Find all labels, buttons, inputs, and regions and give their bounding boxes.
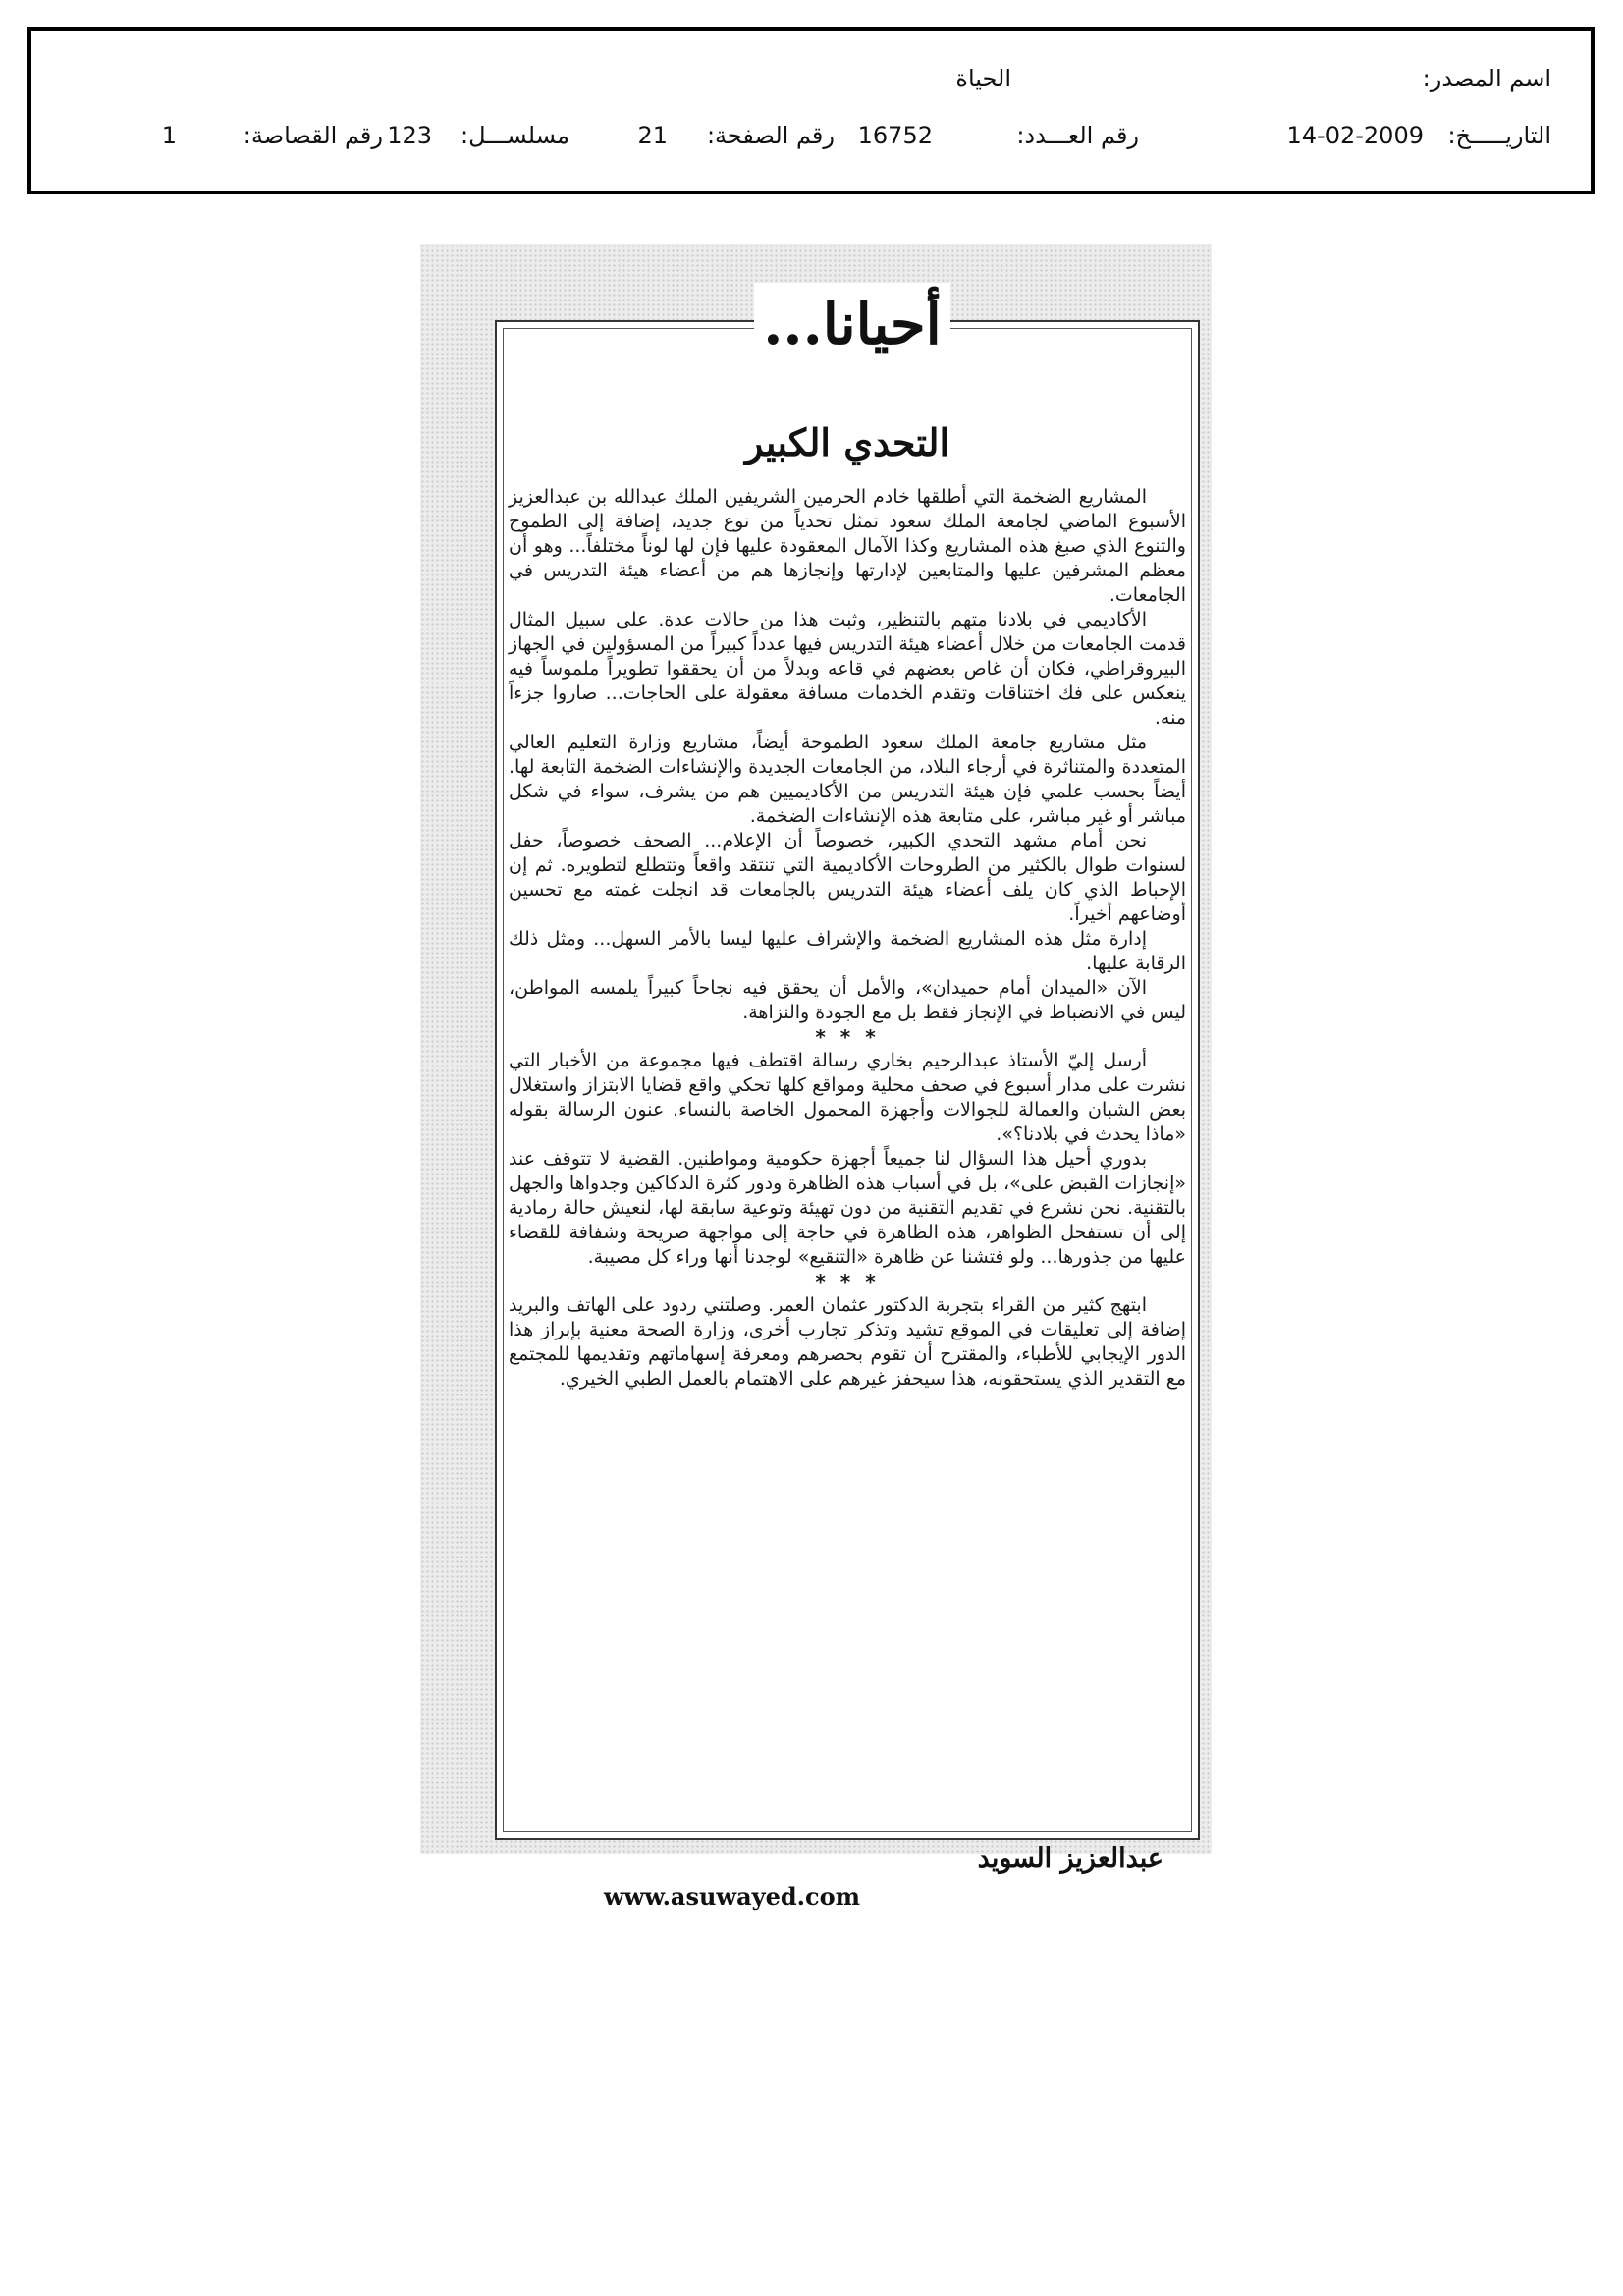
clip-number-value: 1 (161, 122, 177, 149)
article-paragraph: ابتهج كثير من القراء بتجربة الدكتور عثمان العمر. وصلتني ردود على الهاتف والبريد إضافة إلى تعليقات في الموقع تشيد وتذكر تجارب أخرى، وزارة الصحة معنية بإبراز هذا الدور الإيجابي للأطباء، والمقترح أن تقوم بحصرهم ومعرفة إسهاماتهم وتقديمها للمجتمع مع التقدير الذي يستحقونه، هذا سيحفز غيرهم على الاهتمام بالعمل الطبي الخيري. (509, 1294, 1186, 1390)
article-body (509, 485, 1186, 1392)
article-paragraph: بدوري أحيل هذا السؤال لنا جميعاً أجهزة حكومية ومواطنين. القضية لا تتوقف عند «إنجازات القبض على»، بل في أسباب هذه الظاهرة ودور كثرة الدكاكين وجدواها والجهل بالتقنية. نحن نشرع في تقديم التقنية من دون تهيئة وتوعية سابقة لها، لنعيش حالة رمادية إلى أن تستفحل الظواهر، هذه الظاهرة في حاجة إلى مواجهة صريحة وشفافة للقضاء عليها من جذورها... ولو فتشنا عن ظاهرة «التنقيع» لوجدنا أنها وراء كل مصيبة. (509, 1148, 1186, 1268)
column-logo: أحيانا... (754, 283, 950, 365)
issue-label: رقم العـــدد: (1016, 122, 1139, 149)
article-paragraph: أرسل إليّ الأستاذ عبدالرحيم بخاري رسالة اقتطف فيها مجموعة من الأخبار التي نشرت على مدار أسبوع في صحف محلية ومواقع كلها تحكي واقع قضايا الابتزاز واستغلال بعض الشبان والعمالة للجوالات وأجهزة المحمول الخاصة بالنساء. عنون الرسالة بقوله «ماذا يحدث في بلادنا؟». (509, 1050, 1186, 1145)
source-label: اسم المصدر: (1422, 65, 1551, 92)
article-paragraph: المشاريع الضخمة التي أطلقها خادم الحرمين الشريفين الملك عبدالله بن عبدالعزيز الأسبوع الماضي لجامعة الملك سعود تمثل تحدياً من نوع جديد، إضافة إلى الطموح والتنوع الذي صبغ هذه المشاريع وكذا الآمال المعقودة عليها فإن لها لوناً مختلفاً... وهو أن معظم المشرفين عليها والمتابعين لإدارتها وإنجازها هم من أعضاء هيئة التدريس في الجامعات. (509, 486, 1186, 606)
article-paragraph: إدارة مثل هذه المشاريع الضخمة والإشراف عليها ليسا بالأمر السهل... ومثل ذلك الرقابة عليها. (509, 928, 1186, 974)
article-title: التحدي الكبير (744, 420, 950, 465)
date-value: 14-02-2009 (1286, 122, 1424, 149)
author-name: عبدالعزيز السويد (977, 1843, 1163, 1874)
newspaper-clipping (420, 244, 1212, 1911)
serial-value: 123 (387, 122, 432, 149)
author-website: www.asuwayed.com (604, 1883, 861, 1911)
page-label: رقم الصفحة: (706, 122, 835, 149)
issue-value: 16752 (857, 122, 933, 149)
source-value: الحياة (955, 65, 1011, 92)
section-separator: * * * (815, 1270, 880, 1293)
clipping-metadata-box (27, 27, 1595, 194)
article-paragraph: الأكاديمي في بلادنا متهم بالتنظير، وثبت هذا من حالات عدة. على سبيل المثال قدمت الجامعات من خلال أعضاء هيئة التدريس فيها عدداً كبيراً من المسؤولين في الجهاز البيروقراطي، فكان أن غاص بعضهم في قاعه وبدلاً من أن يحققوا تطويراً ملموساً فيه ينعكس على فك اختناقات وتقدم الخدمات مسافة معقولة على الحاجات... صاروا جزءاً منه. (509, 609, 1186, 729)
page-value: 21 (637, 122, 668, 149)
article-paragraph: الآن «الميدان أمام حميدان»، والأمل أن يحقق فيه نجاحاً كبيراً يلمسه المواطن، ليس في الانضباط في الإنجاز فقط بل مع الجودة والنزاهة. (509, 977, 1186, 1023)
clip-number-label: رقم القصاصة: (243, 122, 383, 149)
serial-label: مسلســـل: (460, 122, 569, 149)
article-paragraph: نحن أمام مشهد التحدي الكبير، خصوصاً أن الإعلام... الصحف خصوصاً، حفل لسنوات طوال بالكثير من الطروحات الأكاديمية التي تنتقد واقعاً وتتطلع لتطويره. ثم إن الإحباط الذي كان يلف أعضاء هيئة التدريس بالجامعات قد انجلت غمته مع تحسين أوضاعهم أخيراً. (509, 830, 1186, 925)
section-separator: * * * (815, 1025, 880, 1049)
date-label: التاريـــــخ: (1447, 122, 1551, 149)
article-paragraph: مثل مشاريع جامعة الملك سعود الطموحة أيضاً، مشاريع وزارة التعليم العالي المتعددة والمتناثرة في أرجاء البلاد، من الجامعات الجديدة والإنشاءات الضخمة التابعة لها. أيضاً بحسب علمي فإن هيئة التدريس من الأكاديميين هم من يشرف، سواء في شكل مباشر أو غير مباشر، على متابعة هذه الإنشاءات الضخمة. (509, 732, 1186, 827)
